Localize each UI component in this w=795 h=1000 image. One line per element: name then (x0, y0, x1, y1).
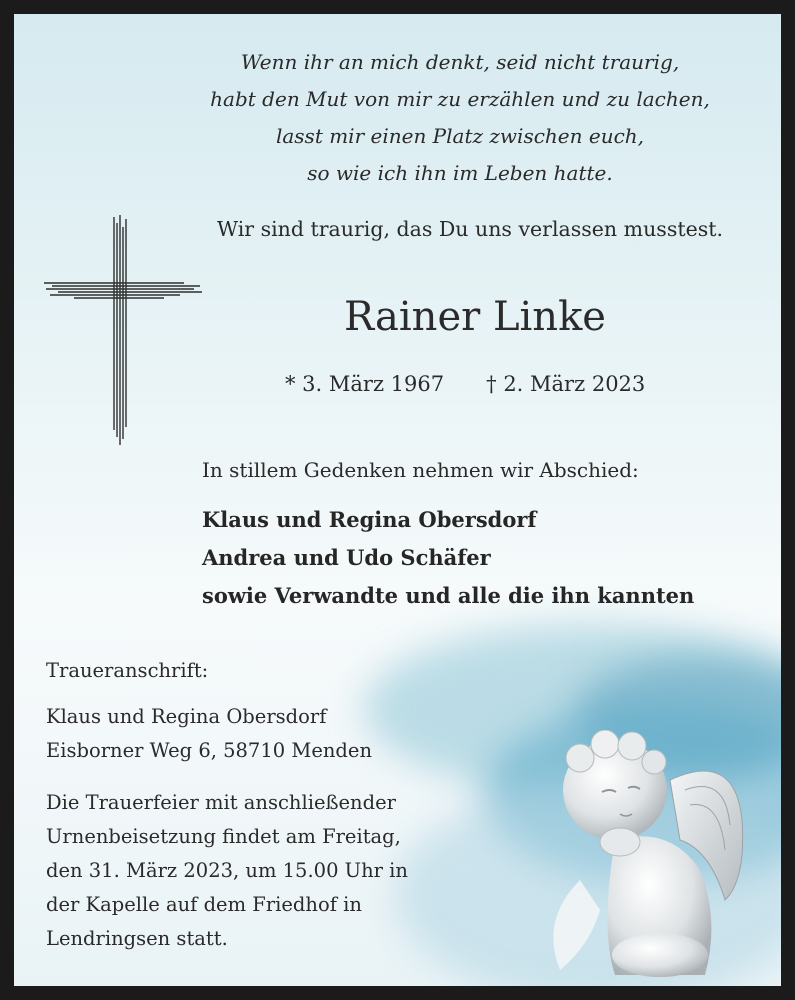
mourner-line: sowie Verwandte und alle die ihn kannten (202, 583, 695, 608)
poem-line: lasst mir einen Platz zwischen euch, (275, 124, 645, 148)
funeral-line: den 31. März 2023, um 15.00 Uhr in (46, 859, 408, 882)
deceased-name: Rainer Linke (344, 294, 606, 340)
funeral-line: Lendringsen statt. (46, 927, 228, 950)
life-dates (285, 372, 645, 396)
poem (200, 44, 720, 192)
sad-line: Wir sind traurig, das Du uns verlassen musstest. (217, 217, 723, 241)
mourner-line: Andrea und Udo Schäfer (202, 545, 491, 570)
poem-line: Wenn ihr an mich denkt, seid nicht traurig, (240, 50, 680, 74)
address-line: Eisborner Weg 6, 58710 Menden (46, 739, 372, 762)
mourner-line: Klaus und Regina Obersdorf (202, 507, 537, 532)
funeral-line: Die Trauerfeier mit anschließender (46, 791, 396, 814)
angel-figure (520, 730, 770, 980)
funeral-line: Urnenbeisetzung findet am Freitag, (46, 825, 401, 848)
cross-icon (44, 215, 204, 447)
mourners (202, 501, 694, 615)
funeral-info (46, 786, 408, 956)
farewell-line: In stillem Gedenken nehmen wir Abschied: (202, 458, 639, 482)
mourning-address (46, 654, 372, 768)
address-label: Traueranschrift: (46, 659, 209, 682)
poem-line: habt den Mut von mir zu erzählen und zu lachen, (210, 87, 710, 111)
death-date: † 2. März 2023 (486, 372, 646, 396)
funeral-line: der Kapelle auf dem Friedhof in (46, 893, 362, 916)
address-line: Klaus und Regina Obersdorf (46, 705, 327, 728)
poem-line: so wie ich ihn im Leben hatte. (307, 161, 613, 185)
birth-date: * 3. März 1967 (285, 372, 445, 396)
